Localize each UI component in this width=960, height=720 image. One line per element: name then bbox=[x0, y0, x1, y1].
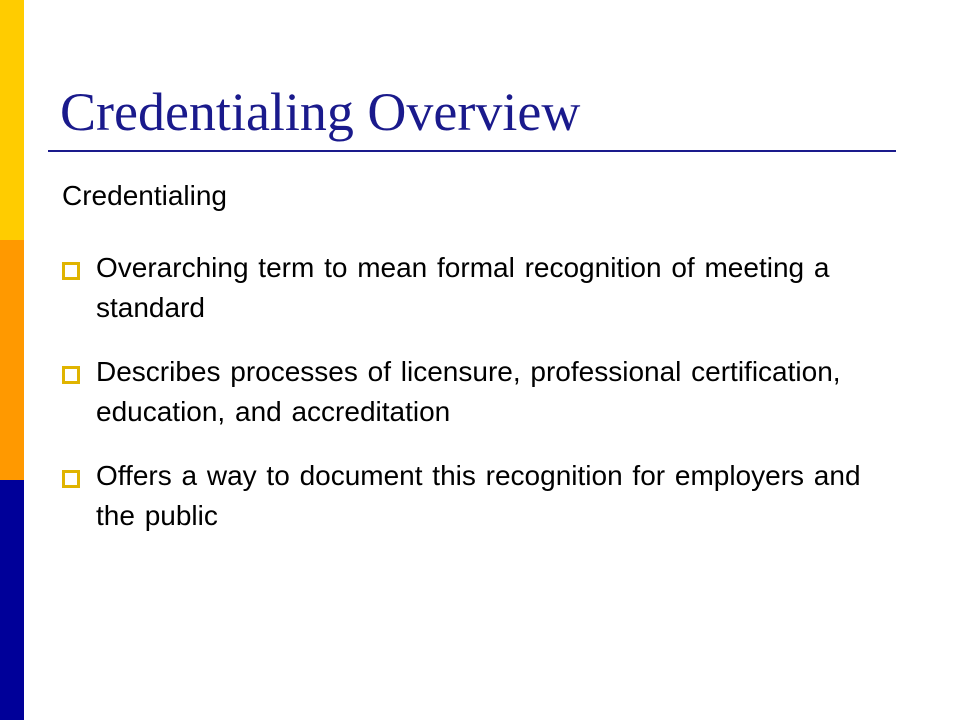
bullet-text: Overarching term to mean formal recognition of meeting a standard bbox=[96, 252, 830, 323]
hollow-square-bullet-icon bbox=[62, 470, 80, 488]
side-bar-blue-segment bbox=[0, 480, 24, 720]
bullet-item bbox=[62, 248, 882, 328]
bullet-text: Offers a way to document this recognition for employers and the public bbox=[96, 460, 861, 531]
side-bar-orange-segment bbox=[0, 240, 24, 480]
section-heading: Credentialing bbox=[62, 180, 227, 211]
bullet-list bbox=[62, 248, 882, 560]
hollow-square-bullet-icon bbox=[62, 366, 80, 384]
slide-title: Credentialing Overview bbox=[60, 82, 581, 142]
bullet-text: Describes processes of licensure, professional certification, education, and accreditation bbox=[96, 356, 841, 427]
side-accent-bar bbox=[0, 0, 24, 720]
hollow-square-bullet-icon bbox=[62, 262, 80, 280]
side-bar-yellow-segment bbox=[0, 0, 24, 240]
bullet-item bbox=[62, 352, 882, 432]
bullet-item bbox=[62, 456, 882, 536]
title-underline bbox=[48, 150, 896, 152]
